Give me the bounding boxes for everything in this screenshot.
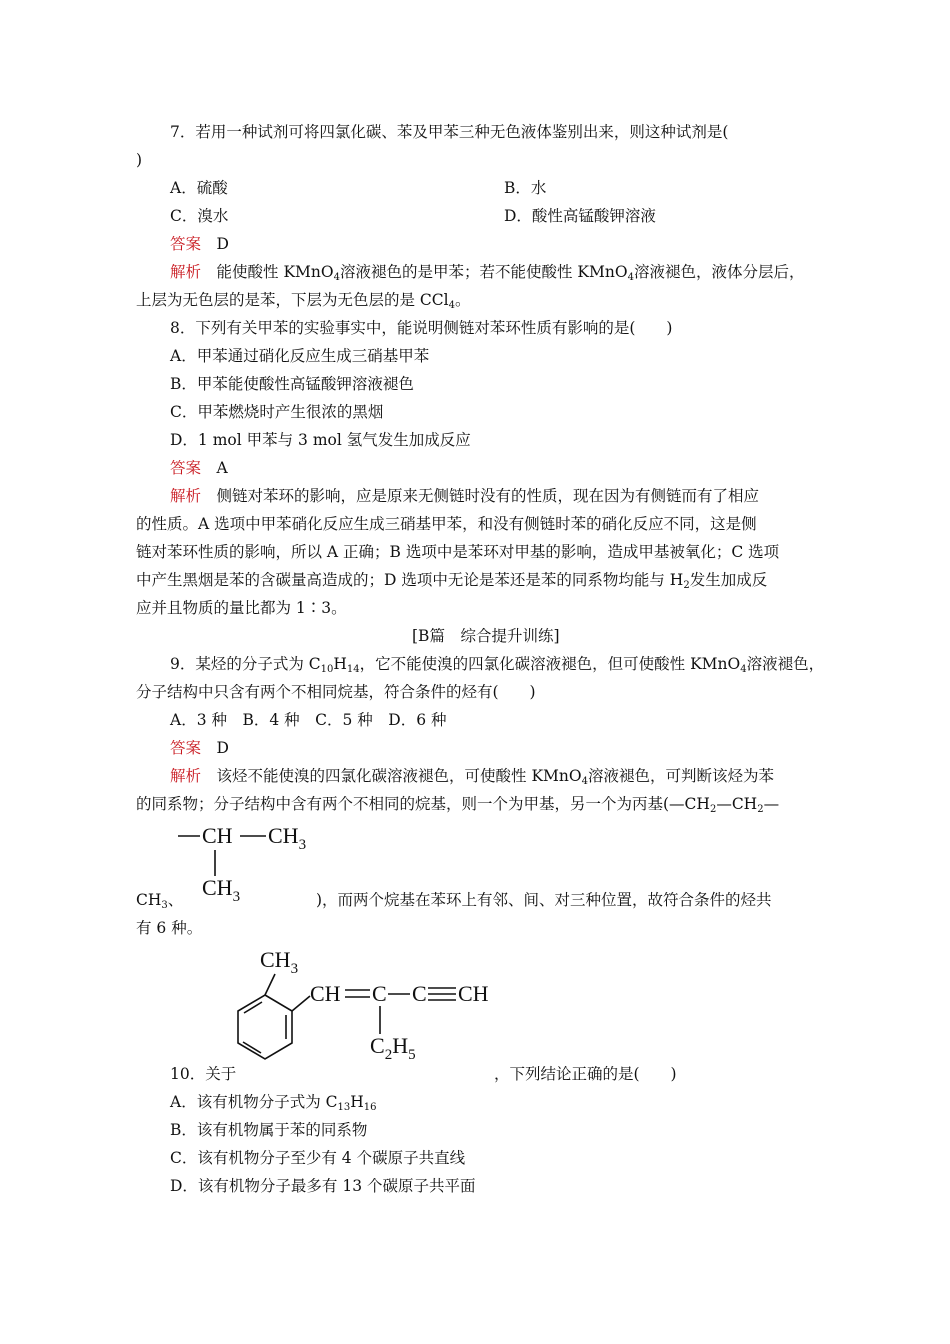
subscript: 3 bbox=[290, 961, 299, 977]
text: 溶液褪色， bbox=[746, 655, 825, 673]
subscript: 4 bbox=[740, 664, 747, 675]
q9-analysis-line-4: 有 6 种。 bbox=[136, 919, 203, 937]
q7-option-d: D．酸性高锰酸钾溶液 bbox=[504, 207, 656, 225]
text: 溶液褪色，可判断该烃为苯 bbox=[587, 767, 774, 785]
subscript: 4 bbox=[333, 272, 340, 283]
text: CH bbox=[202, 875, 233, 900]
subscript: 3 bbox=[298, 837, 307, 853]
isopropyl-ch: CH bbox=[202, 823, 233, 848]
answer-value: D bbox=[216, 235, 229, 253]
benzene-ring bbox=[238, 995, 292, 1059]
text: 能使酸性 KMnO bbox=[216, 263, 334, 281]
q7-option-b: B．水 bbox=[504, 179, 547, 197]
q9-options: A．3 种 B．4 种 C．5 种 D．6 种 bbox=[170, 711, 447, 729]
subscript: 13 bbox=[337, 1102, 351, 1113]
text: 中产生黑烟是苯的含碳量高造成的；D 选项中无论是苯还是苯的同系物均能与 H bbox=[136, 571, 684, 589]
subscript: 10 bbox=[320, 664, 334, 675]
answer-label: 答案 bbox=[170, 459, 202, 477]
text: CH bbox=[268, 823, 299, 848]
answer-value: A bbox=[216, 459, 228, 477]
chain-c2: C bbox=[412, 981, 427, 1006]
text: 溶液褪色，液体分层后， bbox=[633, 263, 805, 281]
chain-c1: C bbox=[372, 981, 387, 1006]
q10-option-c: C．该有机物分子至少有 4 个碳原子共直线 bbox=[170, 1149, 466, 1167]
q10-stem-b: ，下列结论正确的是( ) bbox=[494, 1065, 677, 1083]
text: CH bbox=[260, 947, 291, 972]
q8-option-d: D．1 mol 甲苯与 3 mol 氢气发生加成反应 bbox=[170, 431, 471, 449]
q9-stem-line-2: 分子结构中只含有两个不相同烷基，符合条件的烃有( ) bbox=[136, 683, 536, 701]
analysis-label: 解析 bbox=[170, 263, 202, 281]
answer-label: 答案 bbox=[170, 739, 202, 757]
text: 的同系物；分子结构中含有两个不相同的烷基，则一个为甲基，另一个为丙基(—CH bbox=[136, 795, 710, 813]
q8-analysis-line-5: 应并且物质的量比都为 1∶3。 bbox=[136, 599, 347, 617]
subscript: 3 bbox=[232, 889, 241, 905]
q9-analysis-line-3b: )，而两个烷基在苯环上有邻、间、对三种位置，故符合条件的烃共 bbox=[316, 891, 772, 909]
ring-double-bond bbox=[244, 1002, 262, 1013]
text: 侧链对苯环的影响，应是原来无侧链时没有的性质，现在因为有侧链而有了相应 bbox=[216, 487, 760, 505]
q8-option-a: A．甲苯通过硝化反应生成三硝基甲苯 bbox=[170, 347, 430, 365]
q8-analysis-line-2: 的性质。A 选项中甲苯硝化反应生成三硝基甲苯，和没有侧链时苯的硝化反应不同，这是侧 bbox=[136, 515, 757, 533]
text: H bbox=[350, 1093, 364, 1111]
text: A．该有机物分子式为 C bbox=[170, 1093, 338, 1111]
text: 上层为无色层的是苯，下层为无色层的是 CCl bbox=[136, 291, 449, 309]
chain-ch-end: CH bbox=[458, 981, 489, 1006]
text: 、 bbox=[167, 891, 184, 909]
text: CH bbox=[136, 891, 162, 909]
q7-stem-end: ) bbox=[136, 151, 143, 169]
chain-ch: CH bbox=[310, 981, 341, 1006]
q10-option-d: D．该有机物分子最多有 13 个碳原子共平面 bbox=[170, 1177, 476, 1195]
subscript: 4 bbox=[581, 776, 588, 787]
text: 9．某烃的分子式为 C bbox=[170, 655, 321, 673]
subscript: 4 bbox=[448, 300, 455, 311]
text: H bbox=[392, 1033, 409, 1058]
q7-stem: 7．若用一种试剂可将四氯化碳、苯及甲苯三种无色液体鉴别出来，则这种试剂是( bbox=[170, 123, 729, 141]
q8-analysis-line-3: 链对苯环性质的影响，所以 A 正确；B 选项中是苯环对甲基的影响，造成甲基被氧化；C 选项 bbox=[136, 543, 780, 561]
subscript: 14 bbox=[346, 664, 360, 675]
text: — bbox=[763, 795, 780, 813]
q7-option-a: A．硫酸 bbox=[170, 179, 228, 197]
q8-option-c: C．甲苯燃烧时产生很浓的黑烟 bbox=[170, 403, 384, 421]
subscript: 16 bbox=[363, 1102, 377, 1113]
text: 溶液褪色的是甲苯；若不能使酸性 KMnO bbox=[339, 263, 628, 281]
text: C bbox=[370, 1033, 385, 1058]
text: ，它不能使溴的四氯化碳溶液褪色，但可使酸性 KMnO bbox=[359, 655, 741, 673]
subscript: 2 bbox=[683, 580, 690, 591]
bond-ring-chain bbox=[292, 996, 310, 1011]
answer-value: D bbox=[216, 739, 229, 757]
subscript: 4 bbox=[627, 272, 634, 283]
text: 。 bbox=[454, 291, 471, 309]
q10-option-a bbox=[170, 1092, 376, 1118]
subscript: 3 bbox=[161, 900, 168, 911]
q7-option-c: C．溴水 bbox=[170, 207, 229, 225]
subscript: 2 bbox=[384, 1047, 393, 1063]
text: H bbox=[333, 655, 347, 673]
text: 该烃不能使溴的四氯化碳溶液褪色，可使酸性 KMnO bbox=[216, 767, 582, 785]
text: 发生加成反 bbox=[689, 571, 768, 589]
answer-label: 答案 bbox=[170, 235, 202, 253]
q8-option-b: B．甲苯能使酸性高锰酸钾溶液褪色 bbox=[170, 375, 414, 393]
text: —CH bbox=[716, 795, 758, 813]
subscript: 5 bbox=[408, 1047, 416, 1063]
analysis-label: 解析 bbox=[170, 767, 202, 785]
section-heading: [B篇 综合提升训练] bbox=[412, 627, 560, 645]
analysis-label: 解析 bbox=[170, 487, 202, 505]
bond-ring-methyl bbox=[265, 974, 275, 995]
q8-stem: 8．下列有关甲苯的实验事实中，能说明侧链对苯环性质有影响的是( ) bbox=[170, 319, 673, 337]
q10-option-b: B．该有机物属于苯的同系物 bbox=[170, 1121, 368, 1139]
subscript: 2 bbox=[709, 804, 717, 815]
q10-stem-a: 10．关于 bbox=[170, 1065, 237, 1083]
subscript: 2 bbox=[757, 804, 764, 815]
